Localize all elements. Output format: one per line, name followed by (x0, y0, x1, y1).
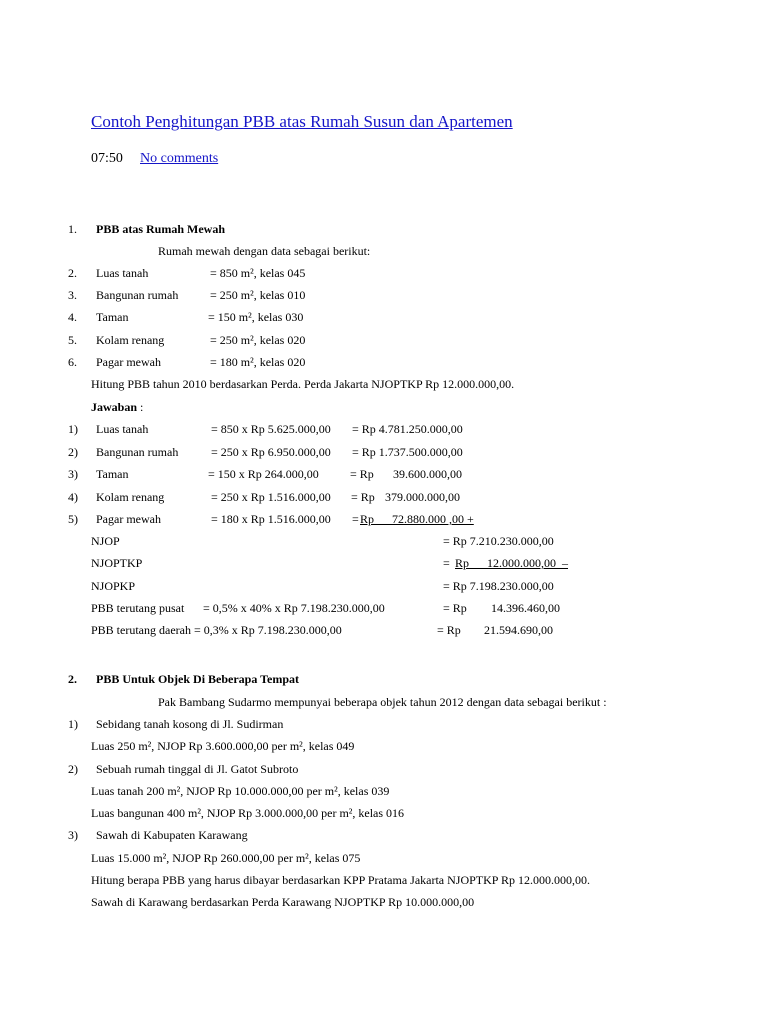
item-number: 5. (68, 333, 77, 347)
calc-label: Taman (96, 467, 129, 481)
njopkp-value: = Rp 7.198.230.000,00 (443, 579, 554, 593)
pbb-pusat-prefix: = Rp (443, 601, 467, 615)
njop-label: NJOP (91, 534, 120, 548)
calc-formula: = 250 x Rp 6.950.000,00 (211, 445, 331, 459)
item-label: Taman (96, 310, 129, 324)
object-title: Sebuah rumah tinggal di Jl. Gatot Subroto (96, 762, 299, 776)
post-title-link[interactable]: Contoh Penghitungan PBB atas Rumah Susun dan Apartemen (91, 112, 513, 131)
item-value: = 150 m², kelas 030 (208, 310, 304, 324)
object-detail: Luas bangunan 400 m², NJOP Rp 3.000.000,00 per m², kelas 016 (91, 806, 405, 820)
pbb-daerah-prefix: = Rp (437, 623, 461, 637)
answer-label: Jawaban (91, 400, 138, 414)
answer-heading (91, 400, 143, 414)
section-1-question: Hitung PBB tahun 2010 berdasarkan Perda. Perda Jakarta NJOPTKP Rp 12.000.000,00. (91, 377, 515, 391)
calc-number: 1) (68, 422, 78, 436)
item-number: 6. (68, 355, 77, 369)
object-title: Sebidang tanah kosong di Jl. Sudirman (96, 717, 284, 731)
njoptkp-label: NJOPTKP (91, 556, 143, 570)
calc-result-prefix: = Rp (350, 467, 374, 481)
calc-number: 4) (68, 490, 78, 504)
item-value: = 250 m², kelas 010 (210, 288, 306, 302)
pbb-pusat-label: PBB terutang pusat (91, 601, 185, 615)
pbb-daerah-label: PBB terutang daerah = 0,3% x Rp 7.198.230.000,00 (91, 623, 342, 637)
item-value: = 250 m², kelas 020 (210, 333, 306, 347)
item-number: 2. (68, 266, 77, 280)
section-1-number: 1. (68, 222, 77, 236)
calc-label: Luas tanah (96, 422, 149, 436)
calc-formula: = 150 x Rp 264.000,00 (208, 467, 319, 481)
item-label: Luas tanah (96, 266, 149, 280)
item-value: = 850 m², kelas 045 (210, 266, 306, 280)
item-label: Pagar mewah (96, 355, 161, 369)
calc-formula: = 180 x Rp 1.516.000,00 (211, 512, 331, 526)
object-number: 3) (68, 828, 78, 842)
calc-result: = Rp 1.737.500.000,00 (352, 445, 463, 459)
object-number: 2) (68, 762, 78, 776)
calc-label: Pagar mewah (96, 512, 161, 526)
calc-result: 39.600.000,00 (393, 467, 462, 481)
object-detail: Luas 15.000 m², NJOP Rp 260.000,00 per m², kelas 075 (91, 851, 361, 865)
section-2-question: Hitung berapa PBB yang harus dibayar berdasarkan KPP Pratama Jakarta NJOPTKP Rp 12.000.000,00. (91, 873, 591, 887)
section-1-heading: PBB atas Rumah Mewah (96, 222, 226, 236)
section-1-intro: Rumah mewah dengan data sebagai berikut: (158, 244, 371, 258)
calc-number: 3) (68, 467, 78, 481)
object-title: Sawah di Kabupaten Karawang (96, 828, 248, 842)
object-detail: Luas 250 m², NJOP Rp 3.600.000,00 per m², kelas 049 (91, 739, 355, 753)
njop-value: = Rp 7.210.230.000,00 (443, 534, 554, 548)
item-label: Bangunan rumah (96, 288, 179, 302)
pbb-daerah-value: 21.594.690,00 (484, 623, 553, 637)
calc-result-prefix: = (352, 512, 359, 526)
pbb-pusat-formula: = 0,5% x 40% x Rp 7.198.230.000,00 (203, 601, 385, 615)
section-2-number: 2. (68, 672, 77, 686)
section-2-intro: Pak Bambang Sudarmo mempunyai beberapa objek tahun 2012 dengan data sebagai berikut : (158, 695, 607, 709)
calc-result: Rp 72.880.000 ,00 + (360, 512, 474, 526)
calc-formula: = 250 x Rp 1.516.000,00 (211, 490, 331, 504)
calc-formula: = 850 x Rp 5.625.000,00 (211, 422, 331, 436)
item-value: = 180 m², kelas 020 (210, 355, 306, 369)
item-number: 3. (68, 288, 77, 302)
post-time: 07:50 (91, 151, 123, 166)
njoptkp-eq: = (443, 556, 450, 570)
comments-link[interactable]: No comments (140, 151, 219, 166)
object-number: 1) (68, 717, 78, 731)
calc-label: Bangunan rumah (96, 445, 179, 459)
section-2-note: Sawah di Karawang berdasarkan Perda Karawang NJOPTKP Rp 10.000.000,00 (91, 895, 475, 909)
pbb-pusat-value: 14.396.460,00 (491, 601, 560, 615)
answer-colon: : (137, 400, 144, 414)
calc-result: = Rp 4.781.250.000,00 (352, 422, 463, 436)
item-number: 4. (68, 310, 77, 324)
njoptkp-value: Rp 12.000.000,00 – (455, 556, 569, 570)
calc-label: Kolam renang (96, 490, 165, 504)
calc-result: 379.000.000,00 (385, 490, 460, 504)
calc-result-prefix: = Rp (351, 490, 375, 504)
calc-number: 5) (68, 512, 78, 526)
calc-number: 2) (68, 445, 78, 459)
object-detail: Luas tanah 200 m², NJOP Rp 10.000.000,00 per m², kelas 039 (91, 784, 390, 798)
njopkp-label: NJOPKP (91, 579, 136, 593)
section-2-heading: PBB Untuk Objek Di Beberapa Tempat (96, 672, 300, 686)
item-label: Kolam renang (96, 333, 165, 347)
